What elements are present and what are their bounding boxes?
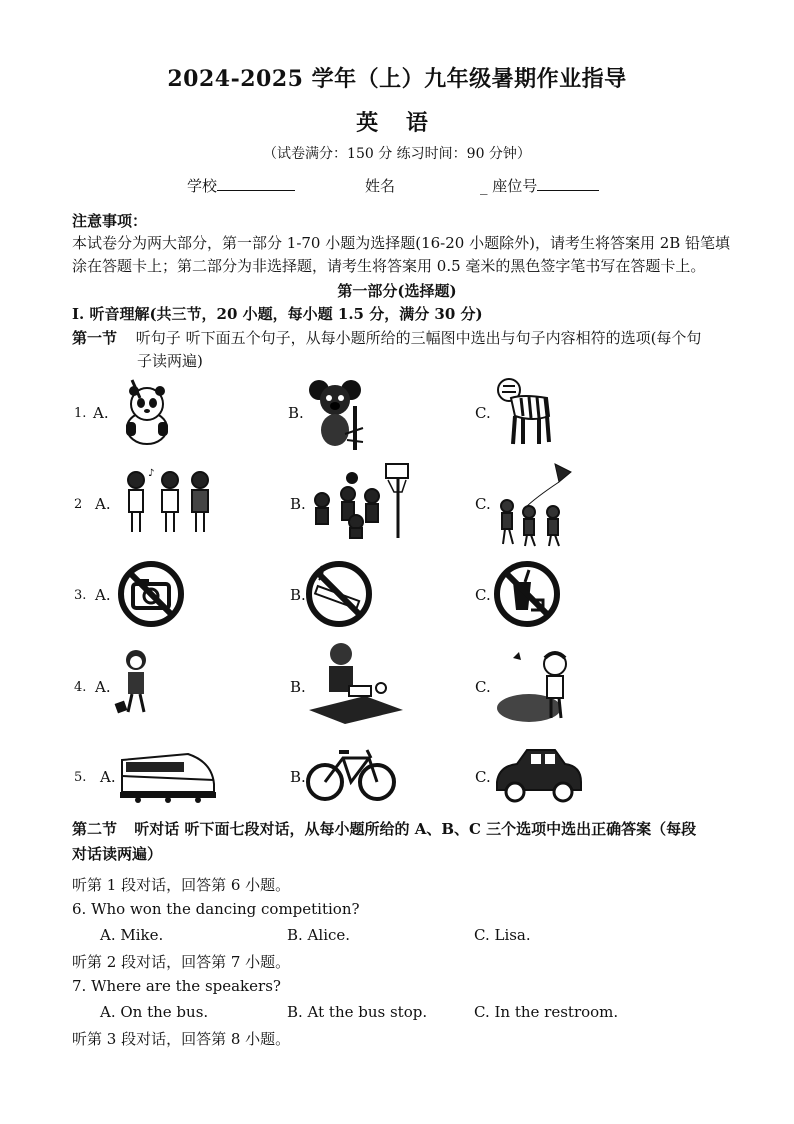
option-label: C. xyxy=(475,404,491,422)
option-label: B. xyxy=(290,768,306,786)
answer-option: C. Lisa. xyxy=(474,926,531,944)
option-label: A. xyxy=(95,586,111,604)
option-label: B. xyxy=(288,404,304,422)
question-number: 4. xyxy=(74,680,87,695)
bicycle-icon xyxy=(305,744,397,802)
subject-title: 英 语 xyxy=(356,110,438,136)
section1-instruction xyxy=(72,327,701,350)
option-label: A. xyxy=(95,678,111,696)
answer-option: B. Alice. xyxy=(287,926,351,944)
girl-leaves-icon xyxy=(493,646,583,724)
kids-basketball-icon xyxy=(308,460,416,540)
notice-line-2: 涂在答题卡上；第二部分为非选择题，请考生将答案用 0.5 毫米的黑色签字笔书写在答题卡上。 xyxy=(72,257,706,275)
question-number: 3. xyxy=(74,588,87,603)
section2-instruction xyxy=(72,818,696,841)
section1-text: 听句子 听下面五个句子，从每小题所给的三幅图中选出与句子内容相符的选项(每个句 xyxy=(135,329,702,347)
dialog-intro: 听第 2 段对话，回答第 7 小题。 xyxy=(72,953,291,971)
document-title: 2024-2025 学年（上）九年级暑期作业指导 xyxy=(167,66,627,92)
answer-option: C. In the restroom. xyxy=(474,1003,619,1021)
seat-prefix: _ xyxy=(480,177,488,195)
panda-icon xyxy=(112,378,182,448)
option-label: C. xyxy=(475,586,491,604)
seat-field xyxy=(480,175,599,196)
option-label: A. xyxy=(100,768,116,786)
question-text: 7. Where are the speakers? xyxy=(72,977,281,995)
boy-cooking-icon xyxy=(305,640,405,726)
notice-title: 注意事项： xyxy=(72,212,148,230)
kids-chatting-icon xyxy=(120,466,216,536)
dialog-intro: 听第 3 段对话，回答第 8 小题。 xyxy=(72,1030,291,1048)
question-number: 5. xyxy=(74,770,87,785)
train-icon xyxy=(118,748,216,804)
option-label: B. xyxy=(290,495,306,513)
section1-label: 第一节 xyxy=(72,329,118,347)
option-label: C. xyxy=(475,495,491,513)
car-icon xyxy=(493,742,585,804)
question-text: 6. Who won the dancing competition? xyxy=(72,900,360,918)
tiger-icon xyxy=(493,376,557,448)
school-blank xyxy=(217,176,295,191)
question-number: 2 xyxy=(74,497,83,512)
girl-walking-icon xyxy=(112,648,162,716)
seat-label: 座位号 xyxy=(492,177,538,195)
option-label: B. xyxy=(290,586,306,604)
answer-option: A. On the bus. xyxy=(100,1003,209,1021)
part1-heading: 第一部分(选择题) xyxy=(337,282,457,300)
option-label: C. xyxy=(475,678,491,696)
answer-option: A. Mike. xyxy=(100,926,164,944)
section1-text-line2: 子读两遍) xyxy=(137,352,203,370)
seat-blank xyxy=(537,176,599,191)
name-label: 姓名 xyxy=(365,177,396,195)
school-label: 学校 xyxy=(187,177,218,195)
option-label: A. xyxy=(93,404,109,422)
name-field xyxy=(365,175,395,196)
exam-meta: （试卷满分：150 分 练习时间：90 分钟） xyxy=(263,146,531,162)
option-label: A. xyxy=(95,495,111,513)
svg-text:♪: ♪ xyxy=(148,468,155,479)
koala-icon xyxy=(305,376,365,450)
section2-label: 第二节 xyxy=(72,820,118,838)
dialog-intro: 听第 1 段对话，回答第 6 小题。 xyxy=(72,876,291,894)
section2-text: 听对话 听下面七段对话，从每小题所给的 A、B、C 三个选项中选出正确答案（每段 xyxy=(134,820,697,838)
section-I-heading: I. 听音理解(共三节，20 小题，每小题 1.5 分，满分 30 分) xyxy=(72,305,483,323)
kids-kite-icon xyxy=(495,462,575,548)
option-label: C. xyxy=(475,768,491,786)
question-number: 1. xyxy=(74,406,87,421)
school-field xyxy=(187,175,295,196)
option-label: B. xyxy=(290,678,306,696)
notice-line-1: 本试卷分为两大部分，第一部分 1-70 小题为选择题(16-20 小题除外)，请考生将答案用 2B 铅笔填 xyxy=(72,234,731,252)
no-drinks-icon xyxy=(493,560,561,628)
section2-text-line2: 对话读两遍） xyxy=(72,845,163,863)
no-photos-icon xyxy=(117,560,185,628)
answer-option: B. At the bus stop. xyxy=(287,1003,428,1021)
no-smoking-icon xyxy=(305,560,373,628)
